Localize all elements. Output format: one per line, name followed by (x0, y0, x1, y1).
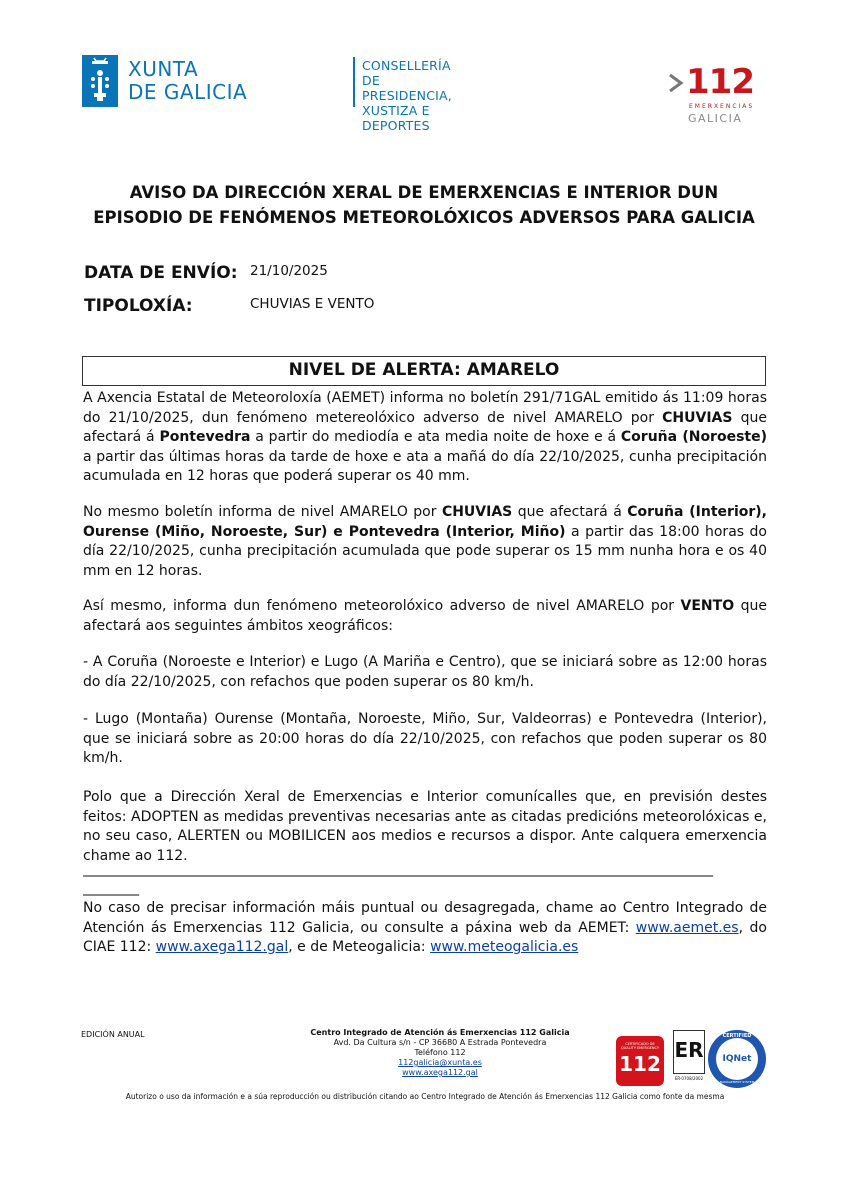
text-run: , e de Meteogalicia: (288, 939, 431, 955)
bold-run: Pontevedra (159, 429, 251, 445)
text-run: a partir das 18:00 horas do día 22/10/2025, cunha precipitación acumulada que pode superar os 15 mm nunha hora e os 40 mm en 12 horas. (83, 523, 768, 579)
bold-run: Coruña (Noroeste) (620, 429, 767, 445)
paragraph-6 (83, 788, 767, 866)
type-value: CHUVIAS E VENTO (250, 296, 375, 312)
date-label: DATA DE ENVÍO: (84, 263, 238, 283)
title-line-1: AVISO DA DIRECCIÓN XERAL DE EMERXENCIAS E INTERIOR DUN (129, 183, 719, 202)
text-run: Así mesmo, informa dun fenómeno meteorolóxico adverso de nivel AMARELO por (83, 598, 681, 614)
text-run: que afectará á (83, 409, 767, 445)
edition-label: EDICIÓN ANUAL (81, 1030, 145, 1039)
text-run: , do CIAE 112: (83, 919, 767, 955)
badge-er-code: ER-0708/2002 (674, 1076, 704, 1081)
bold-run: CHUVIAS (441, 504, 513, 520)
badge-112-caption: CERTIFICADO DE QUALITY EMERGENCY (620, 1042, 660, 1050)
badge-er-label: ER (674, 1038, 704, 1062)
web-link[interactable]: www.aemet.es (635, 919, 739, 936)
badge-112-number: 112 (619, 1052, 661, 1076)
web-link[interactable]: www.meteogalicia.es (430, 939, 579, 955)
date-value: 21/10/2025 (250, 263, 328, 279)
text-run: que afectará á (512, 504, 628, 520)
department-line-3: XUSTIZA E DEPORTES (362, 103, 430, 133)
separator-line: __________________________________________________________________________________________ (83, 861, 713, 877)
quality-112-badge (616, 1036, 666, 1088)
department-name (362, 58, 452, 133)
paragraph-4 (83, 653, 767, 692)
title-line-2: EPISODIO DE FENÓMENOS METEOROLÓXICOS ADVERSOS PARA GALICIA (93, 208, 755, 227)
paragraph-7 (83, 899, 767, 958)
department-line-2: PRESIDENCIA, (362, 88, 452, 103)
xunta-name (128, 58, 247, 104)
document-title (90, 180, 758, 230)
xunta-logo (82, 55, 452, 133)
footer-email-link[interactable]: 112galicia@xunta.es (398, 1058, 482, 1067)
er-certification-badge (673, 1030, 707, 1086)
text-run: que afectará aos seguintes ámbitos xeográficos: (83, 598, 767, 634)
footer-contact (300, 1028, 580, 1078)
paragraph-3 (83, 597, 767, 636)
iqnet-certification-badge (708, 1030, 768, 1090)
web-link[interactable]: www.axega112.gal (155, 939, 289, 955)
bold-run: VENTO (680, 598, 735, 614)
text-run: No mesmo boletín informa de nivel AMARELO por (83, 504, 442, 520)
badge-iq-bottom: MANAGEMENT SYSTEM (719, 1080, 755, 1084)
paragraph-1 (83, 389, 767, 487)
logo-divider (353, 57, 355, 107)
alert-level-box: NIVEL DE ALERTA: AMARELO (82, 356, 766, 386)
org-name-line-1: XUNTA (128, 57, 199, 81)
text-run: Polo que a Dirección Xeral de Emerxencias e Interior comunícalles que, en previsión destes feitos: ADOPTEN as medidas preventivas necesarias ante as citadas predicións meteorolóxicas e, no seu caso, ALERTEN ou MOBILICEN aos medios e recursos a dispor. Ante calquera emerxencia chame ao 112. (83, 789, 767, 864)
bold-run: Coruña (Interior), Ourense (Miño, Noroeste, Sur) e Pontevedra (Interior, Miño) (83, 504, 767, 540)
badge-iq-mid: IQNet (722, 1054, 752, 1064)
text-run: No caso de precisar información máis puntual ou desagregada, chame ao Centro Integrado de Atención ás Emerxencias 112 Galicia, ou consulte a páxina web da AEMET: (83, 900, 767, 936)
type-label: TIPOLOXÍA: (84, 296, 193, 316)
paragraph-2 (83, 503, 767, 581)
badge-iq-top: CERTIFIED (722, 1033, 752, 1039)
emergency-112-logo (668, 62, 768, 132)
logo-112-line2: GALICIA (688, 112, 743, 125)
bold-run: CHUVIAS (662, 409, 733, 426)
logo-112-line1: EMERXENCIAS (689, 103, 755, 110)
footer-center-name: Centro Integrado de Atención ás Emerxencias 112 Galicia (310, 1028, 570, 1037)
paragraph-5 (83, 710, 767, 769)
footer-usage-note: Autorizo o uso da información e a súa reproducción ou distribución citando ao Centro Integrado de Atención ás Emerxencias 112 Galicia como fonte da mesma (125, 1092, 725, 1101)
separator-tail: ________ (83, 880, 139, 896)
text-run: a partir das últimas horas da tarde de hoxe e ata a mañá do día 22/10/2025, cunha precipitación acumulada en 12 horas que poderá superar os 40 mm. (83, 448, 767, 484)
department-line-1: CONSELLERÍA DE (362, 58, 451, 88)
org-name-line-2: DE GALICIA (128, 80, 248, 104)
text-run: - Lugo (Montaña) Ourense (Montaña, Noroeste, Miño, Sur, Valdeorras) e Pontevedra (Interior), que se iniciará sobre as 20:00 horas do día 22/10/2025, con refachos que poden superar os 80 km/h. (83, 711, 767, 766)
footer-address: Avd. Da Cultura s/n - CP 36680 A Estrada Pontevedra (333, 1038, 547, 1047)
footer-website-link[interactable]: www.axega112.gal (402, 1068, 478, 1077)
text-run: a partir do mediodía e ata media noite de hoxe e á (250, 429, 621, 445)
logo-112-number: 112 (686, 62, 754, 102)
chevron-right-icon (668, 73, 684, 93)
text-run: A Axencia Estatal de Meteoroloxía (AEMET) informa no boletín 291/71GAL emitido ás 11:09 horas do 21/10/2025, dun fenómeno metereolóxico adverso de nivel AMARELO por (83, 390, 767, 426)
text-run: - A Coruña (Noroeste e Interior) e Lugo (A Mariña e Centro), que se iniciará sobre as 12:00 horas do día 22/10/2025, con refachos que poden superar os 80 km/h. (83, 654, 767, 690)
galicia-crest-icon (82, 55, 118, 107)
footer-phone: Teléfono 112 (414, 1048, 466, 1057)
